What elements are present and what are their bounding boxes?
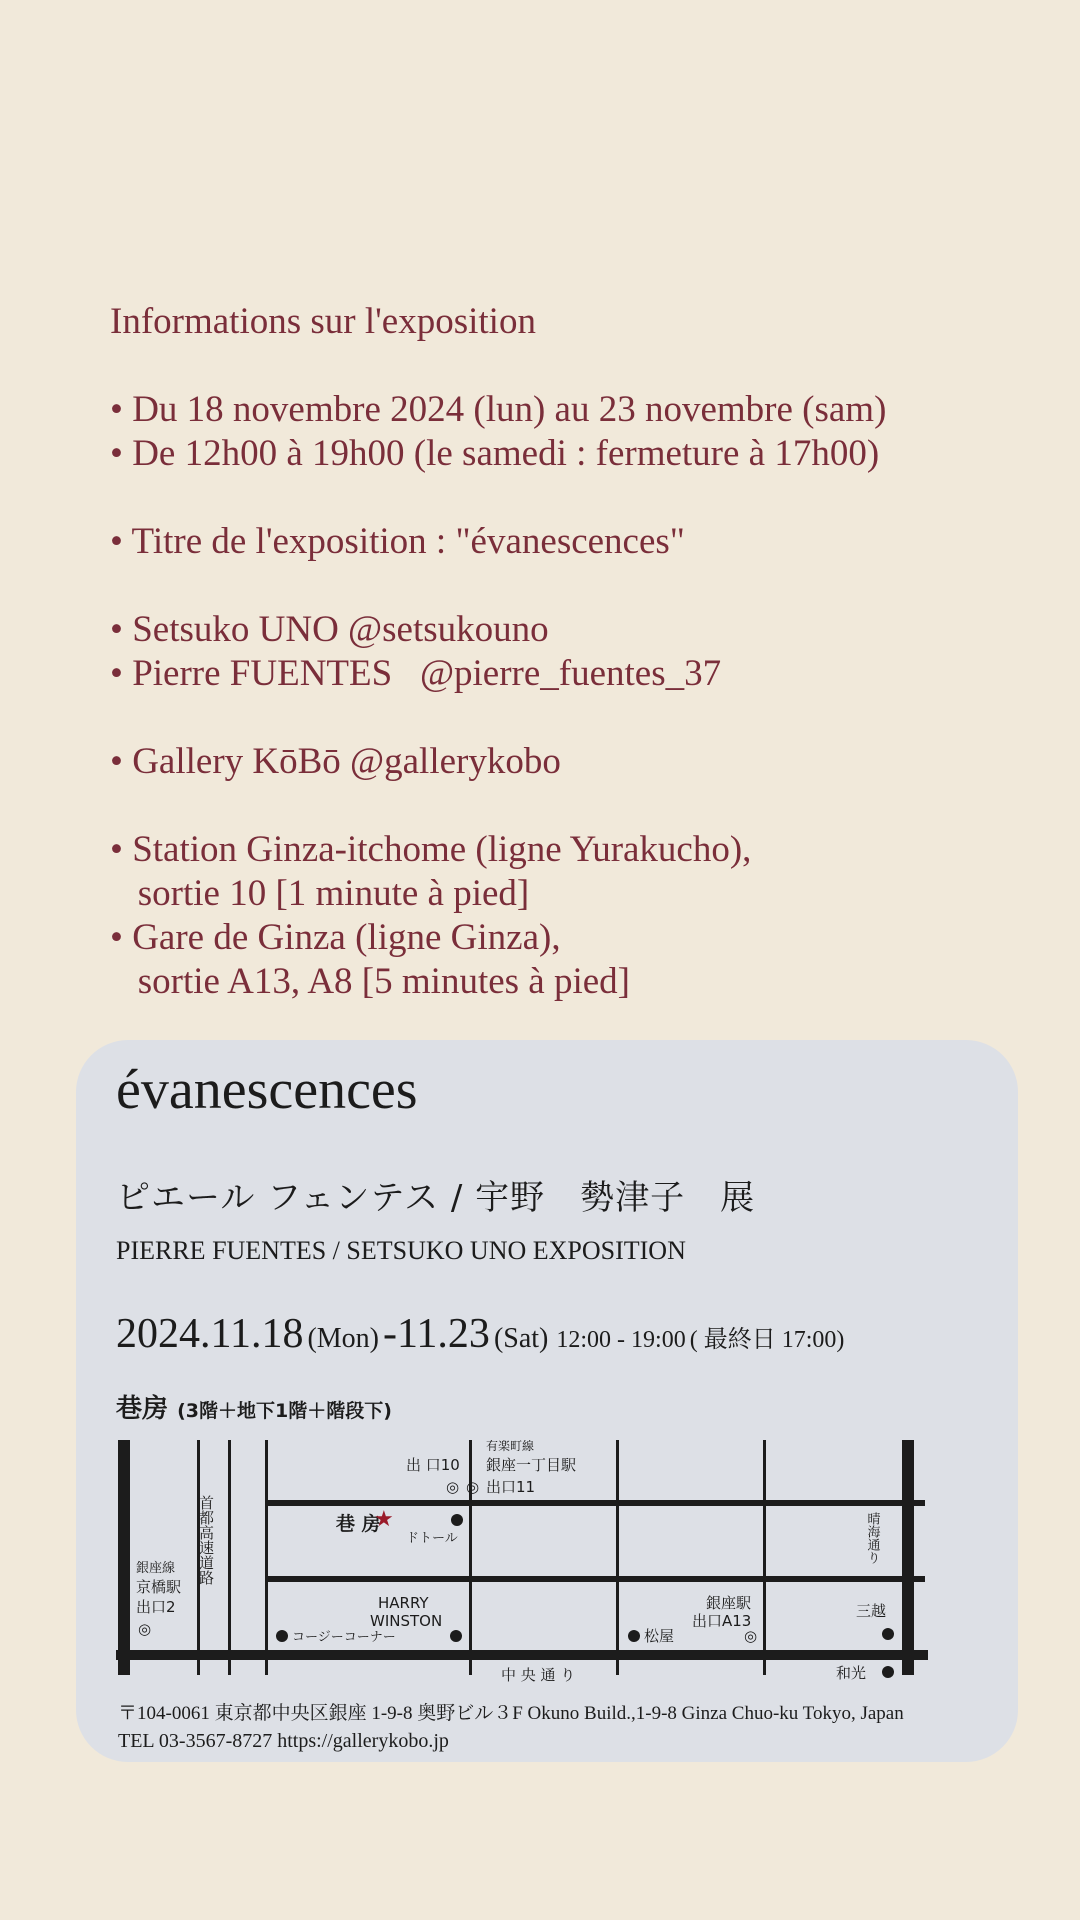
map-road (469, 1440, 472, 1675)
map-label-exit10: 出 口10 (406, 1456, 460, 1474)
map-label-yurakucho: 有楽町線 (486, 1440, 535, 1453)
spacer (110, 784, 1030, 828)
map-point-icon (276, 1630, 288, 1642)
flyer-tel: TEL 03-3567-8727 https://gallerykobo.jp (118, 1730, 449, 1752)
info-title: • Titre de l'exposition : "évanescences" (110, 521, 685, 562)
flyer-gallery-floors: (3階＋地下1階＋階段下) (177, 1400, 392, 1422)
map-road (228, 1440, 231, 1675)
info-heading: Informations sur l'exposition (110, 301, 536, 342)
map-point-icon (882, 1628, 894, 1640)
flyer-day-end: (Sat) (493, 1323, 549, 1354)
map-label-line: 銀座線 (136, 1561, 176, 1576)
map-label-doutor: ドトール (406, 1531, 458, 1546)
info-station-ginza-detail: sortie A13, A8 [5 minutes à pied] (110, 961, 630, 1002)
map-label-ginza-station: 銀座駅 (706, 1594, 752, 1612)
info-hours: • De 12h00 à 19h00 (le samedi : fermeture à 17h00) (110, 433, 880, 474)
info-station-itchome-detail: sortie 10 [1 minute à pied] (110, 873, 530, 914)
map-label-kyobashi: 京橋駅 (136, 1578, 182, 1596)
map-road (116, 1650, 928, 1660)
spacer (110, 564, 1030, 608)
map-point-icon (882, 1666, 894, 1678)
spacer (110, 476, 1030, 520)
flyer-en-title: PIERRE FUENTES / SETSUKO UNO EXPOSITION (116, 1236, 686, 1265)
map-label-exit11: 出口11 (486, 1478, 536, 1496)
info-gallery: • Gallery KōBō @gallerykobo (110, 741, 561, 782)
flyer-hours-last: ( 最終日 17:00) (689, 1327, 845, 1353)
map-label-exit-a13: 出口A13 (692, 1612, 752, 1630)
map-station-marker-icon: ◎ (138, 1620, 152, 1638)
map-road (265, 1440, 268, 1675)
exhibition-flyer-image (76, 1040, 1018, 1762)
map-label-expressway: 首都高速道路 (197, 1495, 215, 1585)
map-label-harry: HARRY (378, 1594, 429, 1612)
map-point-icon (451, 1514, 463, 1526)
map-station-marker-icon: ◎ (466, 1478, 480, 1496)
flyer-title: évanescences (116, 1059, 418, 1121)
flyer-day-start: (Mon) (307, 1323, 379, 1354)
map-label-mitsukoshi: 三越 (856, 1602, 887, 1620)
info-station-itchome: • Station Ginza-itchome (ligne Yurakucho), (110, 829, 752, 870)
exhibition-info (110, 300, 1030, 1004)
info-dates: • Du 18 novembre 2024 (lun) au 23 novembre (sam) (110, 389, 887, 430)
map-label-winston: WINSTON (370, 1612, 443, 1630)
map-point-icon (450, 1630, 462, 1642)
map-label-matsuya: 松屋 (644, 1627, 675, 1645)
map-point-icon (628, 1630, 640, 1642)
info-station-ginza: • Gare de Ginza (ligne Ginza), (110, 917, 561, 958)
flyer-address: 〒104-0061 東京都中央区銀座 1-9-8 奥野ビル３F Okuno Build.,1-9-8 Ginza Chuo-ku Tokyo, Japan (118, 1703, 904, 1724)
map-label-cozy: コージーコーナー (292, 1630, 396, 1645)
map-road (265, 1500, 925, 1506)
flyer-gallery (116, 1388, 392, 1425)
map-station-marker-icon: ◎ (446, 1478, 460, 1496)
flyer-date-end: -11.23 (383, 1311, 490, 1357)
info-artist-uno: • Setsuko UNO @setsukouno (110, 609, 549, 650)
info-artist-fuentes: • Pierre FUENTES @pierre_fuentes_37 (110, 653, 722, 694)
map-station-marker-icon: ◎ (744, 1627, 758, 1645)
map-label-gallery: 巷 房 (336, 1513, 381, 1535)
map-label-itchome: 銀座一丁目駅 (486, 1456, 577, 1474)
flyer-date-start: 2024.11.18 (116, 1311, 304, 1357)
map-label-harumi: 晴海通り (864, 1512, 880, 1564)
spacer (110, 696, 1030, 740)
location-map (116, 1440, 956, 1685)
flyer-dates (116, 1310, 844, 1358)
flyer-jp-title: ピエール フェンテス / 宇野 勢津子 展 (116, 1178, 756, 1218)
map-road (118, 1440, 130, 1675)
map-label-chuo: 中 央 通 り (501, 1666, 576, 1684)
map-label-kyobashi-exit: 出口2 (136, 1598, 176, 1616)
map-label-wako: 和光 (836, 1664, 867, 1682)
flyer-hours: 12:00 - 19:00 (556, 1327, 686, 1353)
map-road (616, 1440, 619, 1675)
map-road (902, 1440, 914, 1675)
map-road (763, 1440, 766, 1675)
flyer-gallery-name: 巷房 (116, 1394, 169, 1424)
map-road (265, 1576, 925, 1582)
gallery-star-icon: ★ (374, 1507, 394, 1532)
